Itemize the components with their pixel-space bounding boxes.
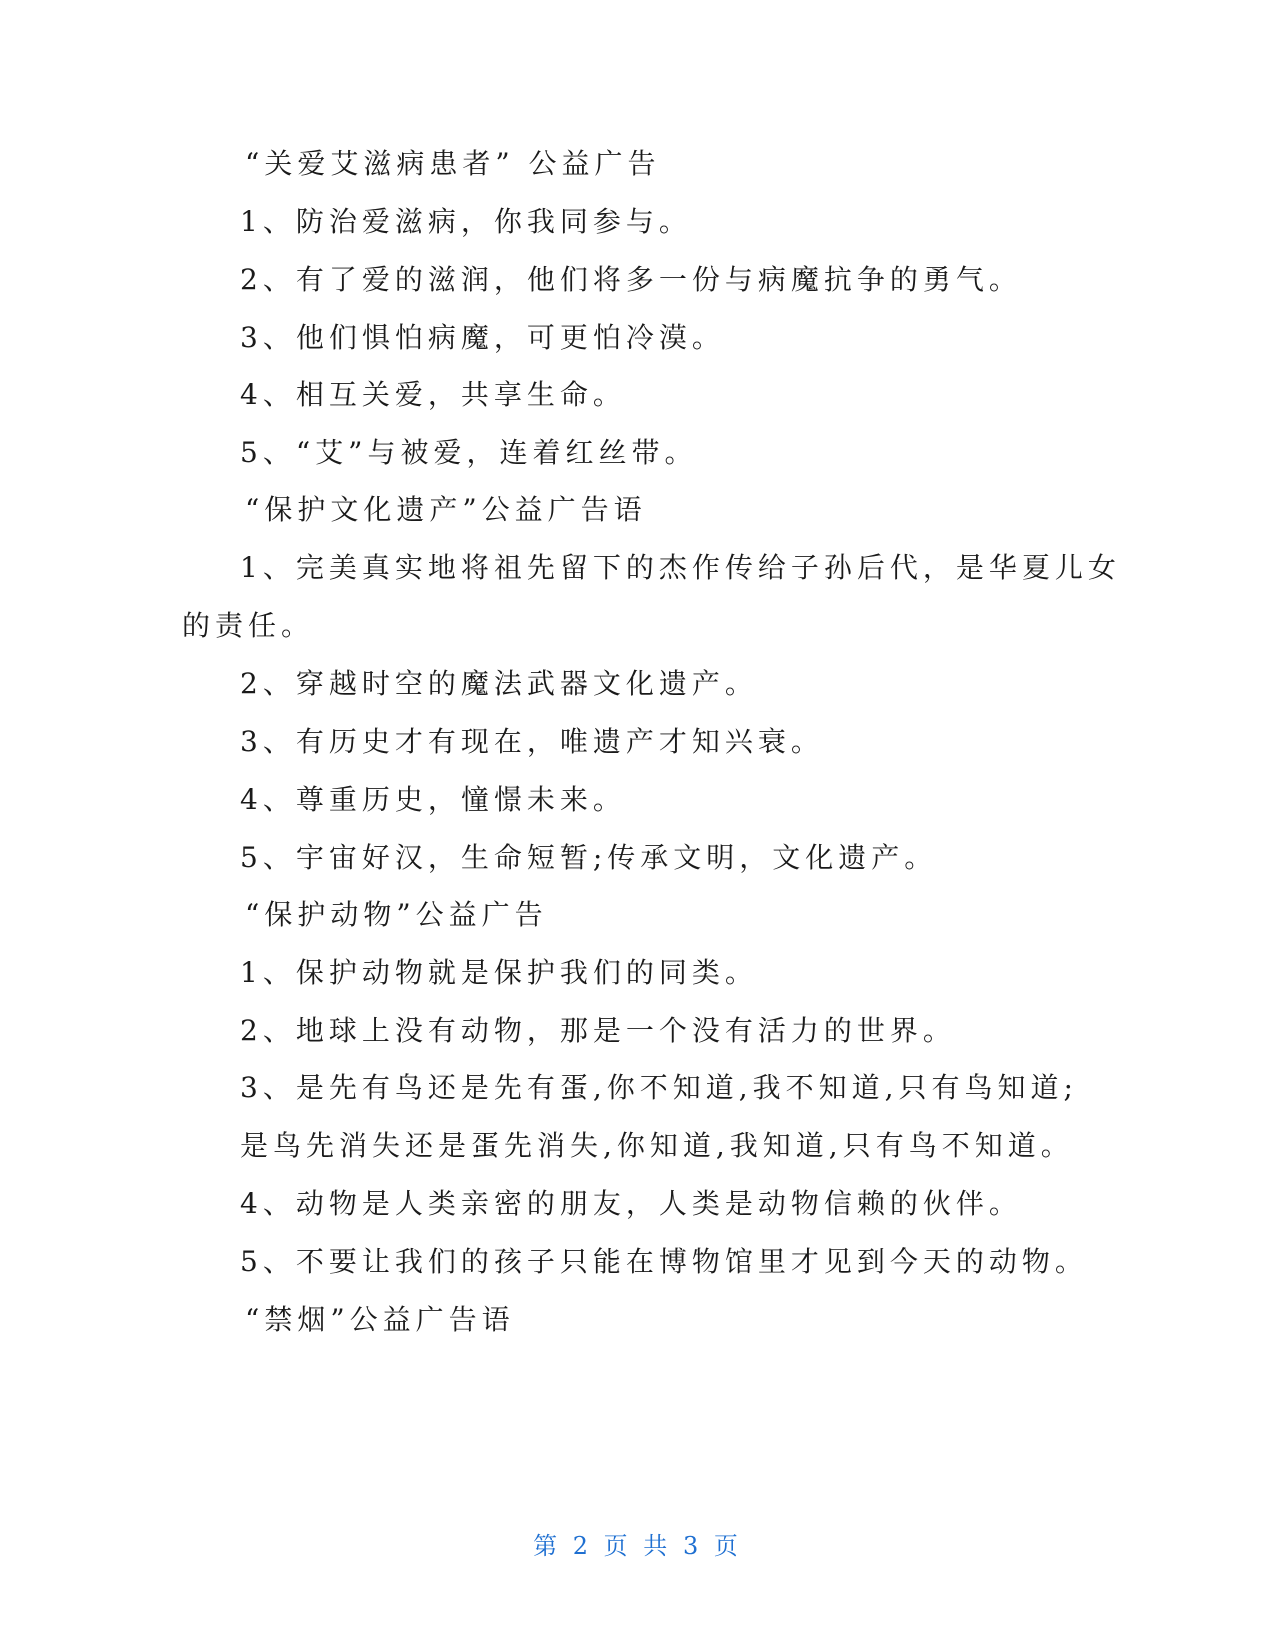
- section-title-animals: “保护动物”公益广告: [245, 898, 548, 931]
- list-item: 3、是先有鸟还是先有蛋,你不知道,我不知道,只有鸟知道;: [240, 1071, 1078, 1104]
- list-item-continuation: 的责任。: [182, 609, 315, 642]
- list-item: 1、保护动物就是保护我们的同类。: [240, 956, 758, 989]
- list-item: 3、有历史才有现在，唯遗产才知兴衰。: [240, 725, 824, 758]
- list-item-continuation: 是鸟先消失还是蛋先消失,你知道,我知道,只有鸟不知道。: [240, 1129, 1074, 1162]
- list-item: 4、动物是人类亲密的朋友，人类是动物信赖的伙伴。: [240, 1187, 1022, 1220]
- list-item: 5、不要让我们的孩子只能在博物馆里才见到今天的动物。: [240, 1245, 1088, 1278]
- list-item: 1、防治爱滋病，你我同参与。: [240, 205, 692, 238]
- list-item: 4、相互关爱，共享生命。: [240, 378, 626, 411]
- list-item: 5、宇宙好汉，生命短暂;传承文明，文化遗产。: [240, 841, 938, 874]
- list-item: 4、尊重历史，憧憬未来。: [240, 783, 626, 816]
- list-item: 2、地球上没有动物，那是一个没有活力的世界。: [240, 1014, 956, 1047]
- list-item: 3、他们惧怕病魔，可更怕冷漠。: [240, 321, 725, 354]
- page-number: 第 2 页 共 3 页: [533, 1532, 742, 1560]
- list-item: 2、穿越时空的魔法武器文化遗产。: [240, 667, 758, 700]
- list-item: 2、有了爱的滋润，他们将多一份与病魔抗争的勇气。: [240, 263, 1022, 296]
- section-title-aids: “关爱艾滋病患者” 公益广告: [245, 147, 661, 180]
- section-title-heritage: “保护文化遗产”公益广告语: [245, 493, 647, 526]
- list-item: 5、“艾”与被爱，连着红丝带。: [240, 436, 698, 469]
- list-item: 1、完美真实地将祖先留下的杰作传给子孙后代，是华夏儿女: [240, 551, 1121, 584]
- section-title-smoking: “禁烟”公益广告语: [245, 1303, 515, 1336]
